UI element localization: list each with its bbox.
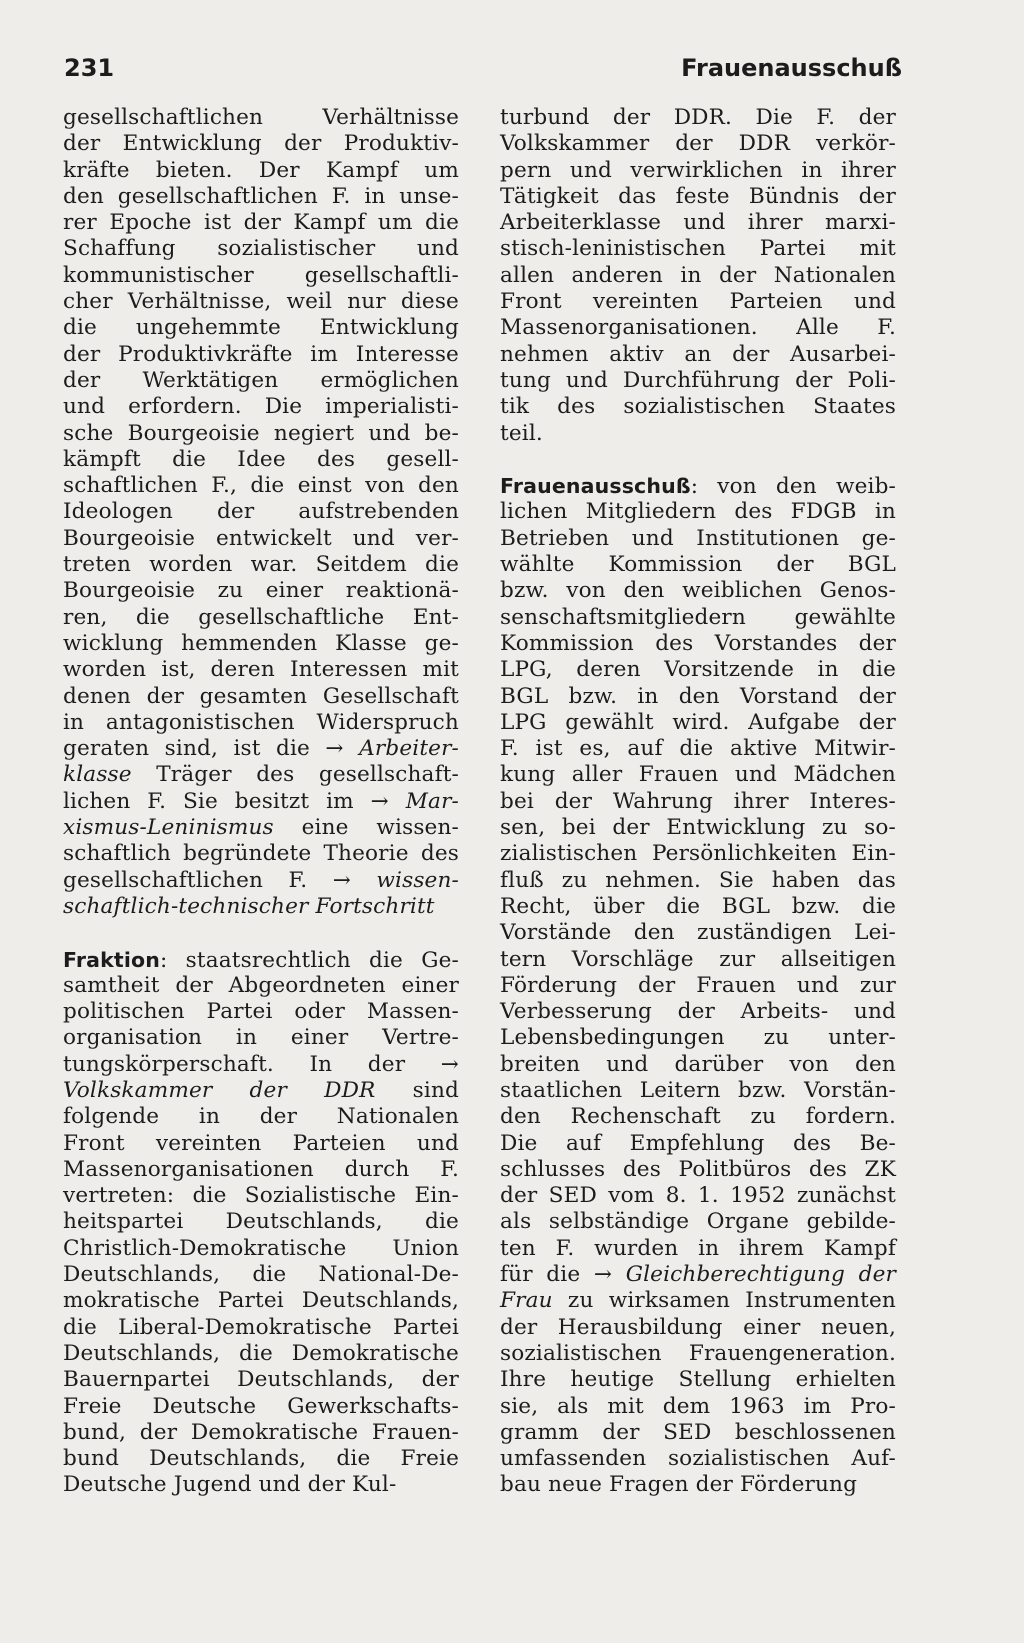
text-line — [63, 684, 459, 710]
text-segment: Volkskammer der DDR verkör- — [500, 131, 896, 157]
text-segment: sen, bei der Entwicklung zu so- — [500, 815, 896, 841]
text-line — [500, 552, 896, 578]
text-line — [63, 263, 459, 289]
text-segment: gramm der SED beschlossenen — [500, 1419, 896, 1445]
text-line — [63, 789, 459, 815]
text-segment: Vorstände den zuständigen Lei- — [500, 920, 896, 946]
text-segment: bzw. von den weiblichen Genos- — [500, 578, 896, 604]
text-line — [63, 473, 459, 499]
text-segment: wählte Kommission der BGL — [500, 552, 896, 578]
text-segment: rer Epoche ist der Kampf um die — [63, 210, 459, 236]
text-segment: Bourgeoisie entwickelt und ver- — [63, 525, 459, 551]
text-segment: und erfordern. Die imperialisti- — [63, 394, 459, 420]
text-line — [500, 1420, 896, 1446]
text-line — [63, 631, 459, 657]
text-line — [500, 342, 896, 368]
text-line — [63, 1209, 459, 1235]
text-segment: Die auf Empfehlung des Be- — [500, 1130, 896, 1156]
text-segment: Bauernpartei Deutschlands, der — [63, 1367, 459, 1393]
text-line — [63, 1262, 459, 1288]
text-line — [63, 105, 459, 131]
text-segment: Massenorganisationen. Alle F. — [500, 315, 896, 341]
text-line — [500, 999, 896, 1025]
text-segment: tern Vorschläge zur allseitigen — [500, 946, 896, 972]
text-segment: Kommission des Vorstandes der — [500, 630, 896, 656]
text-line — [500, 1394, 896, 1420]
text-line — [63, 578, 459, 604]
text-segment: lichen Mitgliedern des FDGB in — [500, 499, 896, 525]
paragraph-gap — [63, 920, 459, 946]
text-line — [500, 684, 896, 710]
text-segment: für die → — [500, 1262, 626, 1288]
text-line — [500, 973, 896, 999]
text-segment: zu wirksamen Instrumenten — [552, 1288, 896, 1314]
text-segment: sind — [375, 1077, 459, 1103]
text-line — [500, 1078, 896, 1104]
text-line — [63, 1157, 459, 1183]
text-segment: Träger des gesellschaft- — [131, 762, 459, 788]
text-line — [500, 736, 896, 762]
text-line — [500, 1025, 896, 1051]
text-line — [500, 1157, 896, 1183]
text-segment: Ihre heutige Stellung erhielten — [500, 1367, 896, 1393]
text-segment: sozialistischen Frauengeneration. — [500, 1340, 896, 1366]
text-line — [500, 815, 896, 841]
text-line — [63, 1315, 459, 1341]
text-segment: Deutschlands, die National-De- — [63, 1262, 459, 1288]
paragraph-gap — [500, 447, 896, 473]
text-line — [63, 1394, 459, 1420]
text-line — [63, 315, 459, 341]
text-segment: cher Verhältnisse, weil nur diese — [63, 289, 459, 315]
text-segment: Ideologen der aufstrebenden — [63, 499, 459, 525]
text-line — [63, 947, 459, 973]
cross-reference: Mar- — [405, 788, 459, 814]
text-segment: Front vereinten Parteien und — [63, 1130, 459, 1156]
cross-reference: Volkskammer der DDR — [63, 1077, 376, 1103]
text-segment: organisation in einer Vertre- — [63, 1025, 459, 1051]
text-line — [63, 1078, 459, 1104]
text-segment: sie, als mit dem 1963 im Pro- — [500, 1393, 896, 1419]
text-segment: folgende in der Nationalen — [63, 1104, 459, 1130]
text-line — [63, 131, 459, 157]
text-segment: teil. — [500, 420, 543, 446]
right-text-column — [500, 105, 896, 1499]
text-line — [500, 1341, 896, 1367]
text-segment: ten F. wurden in ihrem Kampf — [500, 1235, 896, 1261]
text-segment: politischen Partei oder Massen- — [63, 999, 459, 1025]
text-segment: : staatsrechtlich die Ge- — [159, 947, 459, 973]
text-segment: kommunistischer gesellschaftli- — [63, 262, 459, 288]
text-line — [500, 1315, 896, 1341]
text-segment: Tätigkeit das feste Bündnis der — [500, 183, 896, 209]
text-line — [500, 421, 896, 447]
text-segment: turbund der DDR. Die F. der — [500, 105, 896, 130]
left-text-column — [63, 105, 459, 1499]
text-segment: pern und verwirklichen in ihrer — [500, 157, 896, 183]
entry-headword: Fraktion — [63, 947, 160, 972]
text-segment: lichen F. Sie besitzt im → — [63, 788, 406, 814]
text-segment: bund, der Demokratische Frauen- — [63, 1419, 459, 1445]
text-segment: kräfte bieten. Der Kampf um — [63, 157, 459, 183]
text-segment: Front vereinten Parteien und — [500, 289, 896, 315]
text-segment: treten worden war. Seitdem die — [63, 552, 459, 578]
text-line — [500, 1183, 896, 1209]
text-line — [63, 657, 459, 683]
text-line — [500, 710, 896, 736]
text-segment: Schaffung sozialistischer und — [63, 236, 459, 262]
text-line — [500, 526, 896, 552]
text-line — [63, 158, 459, 184]
text-segment: tungskörperschaft. In der → — [63, 1051, 459, 1077]
text-line — [63, 236, 459, 262]
text-line — [63, 1025, 459, 1051]
text-line — [500, 499, 896, 525]
text-segment: Bourgeoisie zu einer reaktionä- — [63, 578, 459, 604]
text-segment: der Herausbildung einer neuen, — [500, 1314, 896, 1340]
text-line — [500, 1052, 896, 1078]
text-line — [500, 289, 896, 315]
text-segment: allen anderen in der Nationalen — [500, 262, 896, 288]
cross-reference: wissen- — [376, 867, 459, 893]
text-line — [63, 868, 459, 894]
text-segment: BGL bzw. in den Vorstand der — [500, 683, 896, 709]
text-line — [500, 1131, 896, 1157]
text-line — [63, 736, 459, 762]
text-segment: sche Bourgeoisie negiert und be- — [63, 420, 459, 446]
text-segment: heitspartei Deutschlands, die — [63, 1209, 459, 1235]
text-line — [63, 1131, 459, 1157]
text-line — [500, 894, 896, 920]
text-segment: mokratische Partei Deutschlands, — [63, 1288, 459, 1314]
text-line — [500, 1288, 896, 1314]
text-line — [500, 158, 896, 184]
text-line — [500, 605, 896, 631]
text-segment: der Werktätigen ermöglichen — [63, 367, 459, 393]
text-line — [500, 1472, 896, 1498]
text-line — [63, 815, 459, 841]
text-segment: gesellschaftlichen F. → — [63, 867, 377, 893]
text-line — [500, 210, 896, 236]
text-segment: Arbeiterklasse und ihrer marxi- — [500, 210, 896, 236]
text-line — [500, 1104, 896, 1130]
text-segment: zialistischen Persönlichkeiten Ein- — [500, 841, 896, 867]
text-line — [63, 394, 459, 420]
text-segment: Förderung der Frauen und zur — [500, 972, 896, 998]
text-segment: kämpft die Idee des gesell- — [63, 446, 459, 472]
text-segment: tung und Durchführung der Poli- — [500, 367, 896, 393]
text-segment: geraten sind, ist die → — [63, 736, 360, 762]
text-segment: breiten und darüber von den — [500, 1051, 896, 1077]
text-segment: tik des sozialistischen Staates — [500, 394, 896, 420]
text-line — [500, 657, 896, 683]
cross-reference: Gleichberechtigung der — [625, 1262, 896, 1288]
text-line — [63, 210, 459, 236]
text-line — [500, 920, 896, 946]
text-segment: die Liberal-Demokratische Partei — [63, 1314, 459, 1340]
text-line — [500, 1446, 896, 1472]
text-segment: Deutschlands, die Demokratische — [63, 1340, 459, 1366]
text-line — [63, 894, 459, 920]
text-segment: vertreten: die Sozialistische Ein- — [63, 1183, 459, 1209]
text-segment: Betrieben und Institutionen ge- — [500, 525, 896, 551]
text-line — [500, 1236, 896, 1262]
text-segment: eine wissen- — [273, 815, 459, 841]
text-line — [63, 710, 459, 736]
text-segment: die ungehemmte Entwicklung — [63, 315, 459, 341]
text-line — [500, 1367, 896, 1393]
text-line — [63, 841, 459, 867]
cross-reference: Frau — [500, 1288, 553, 1314]
text-line — [63, 1367, 459, 1393]
text-line — [500, 841, 896, 867]
text-line — [500, 947, 896, 973]
text-segment: ren, die gesellschaftliche Ent- — [63, 604, 459, 630]
text-line — [63, 421, 459, 447]
text-line — [500, 789, 896, 815]
text-line — [63, 1446, 459, 1472]
text-line — [63, 1420, 459, 1446]
text-segment: staatlichen Leitern bzw. Vorstän- — [500, 1077, 896, 1103]
page-number: 231 — [64, 54, 115, 82]
text-line — [63, 973, 459, 999]
text-line — [500, 184, 896, 210]
text-line — [63, 1288, 459, 1314]
text-line — [63, 1341, 459, 1367]
text-line — [500, 368, 896, 394]
text-line — [63, 289, 459, 315]
text-line — [63, 999, 459, 1025]
text-segment: schlusses des Politbüros des ZK — [500, 1156, 896, 1182]
text-segment: Verbesserung der Arbeits- und — [500, 999, 896, 1025]
text-segment: umfassenden sozialistischen Auf- — [500, 1446, 896, 1472]
text-line — [63, 368, 459, 394]
text-line — [500, 1262, 896, 1288]
text-segment: samtheit der Abgeordneten einer — [63, 972, 459, 998]
cross-reference: Arbeiter- — [359, 736, 459, 762]
text-line — [500, 131, 896, 157]
text-segment: schaftlichen F., die einst von den — [63, 473, 459, 499]
text-line — [500, 394, 896, 420]
text-segment: fluß zu nehmen. Sie haben das — [500, 867, 896, 893]
text-segment: F. ist es, auf die aktive Mitwir- — [500, 736, 896, 762]
text-segment: der Entwicklung der Produktiv- — [63, 131, 459, 157]
text-line — [63, 1104, 459, 1130]
text-segment: Recht, über die BGL bzw. die — [500, 893, 896, 919]
text-segment: der Produktivkräfte im Interesse — [63, 341, 459, 367]
text-segment: senschaftsmitgliedern gewählte — [500, 604, 896, 630]
text-line — [63, 184, 459, 210]
cross-reference: xismus-Leninismus — [63, 815, 274, 841]
text-segment: LPG gewählt wird. Aufgabe der — [500, 709, 896, 735]
text-segment: worden ist, deren Interessen mit — [63, 657, 459, 683]
text-line — [500, 473, 896, 499]
text-line — [63, 1183, 459, 1209]
text-segment: stisch-leninistischen Partei mit — [500, 236, 896, 262]
text-segment: der SED vom 8. 1. 1952 zunächst — [500, 1183, 896, 1209]
text-line — [63, 552, 459, 578]
text-line — [500, 263, 896, 289]
text-segment: in antagonistischen Widerspruch — [63, 709, 459, 735]
text-segment: Deutsche Jugend und der Kul- — [63, 1472, 397, 1498]
text-segment: bund Deutschlands, die Freie — [63, 1446, 459, 1472]
text-segment: kung aller Frauen und Mädchen — [500, 762, 896, 788]
running-head: Frauenausschuß — [681, 54, 902, 82]
text-line — [63, 447, 459, 473]
text-segment: bei der Wahrung ihrer Interes- — [500, 788, 896, 814]
text-line — [63, 526, 459, 552]
text-segment: wicklung hemmenden Klasse ge- — [63, 630, 459, 656]
text-segment: bau neue Fragen der Förderung — [500, 1472, 858, 1498]
text-line — [63, 1236, 459, 1262]
text-line — [63, 342, 459, 368]
text-segment: LPG, deren Vorsitzende in die — [500, 657, 896, 683]
text-line — [500, 105, 896, 131]
text-line — [500, 578, 896, 604]
text-segment: den Rechenschaft zu fordern. — [500, 1104, 896, 1130]
text-segment: denen der gesamten Gesellschaft — [63, 683, 459, 709]
text-segment: gesellschaftlichen Verhältnisse — [63, 105, 459, 130]
text-line — [500, 236, 896, 262]
cross-reference: schaftlich-technischer Fortschritt — [63, 893, 435, 919]
entry-headword: Frauenausschuß — [500, 474, 691, 499]
cross-reference: klasse — [63, 762, 132, 788]
text-segment: nehmen aktiv an der Ausarbei- — [500, 341, 896, 367]
text-line — [63, 1052, 459, 1078]
text-line — [500, 631, 896, 657]
text-line — [500, 1209, 896, 1235]
text-line — [63, 499, 459, 525]
text-segment: Lebensbedingungen zu unter- — [500, 1025, 896, 1051]
text-line — [63, 1472, 459, 1498]
text-segment: : von den weib- — [690, 474, 896, 500]
text-segment: Massenorganisationen durch F. — [63, 1156, 459, 1182]
text-line — [500, 315, 896, 341]
text-line — [63, 605, 459, 631]
text-line — [500, 762, 896, 788]
text-segment: Christlich-Demokratische Union — [63, 1235, 459, 1261]
text-line — [500, 868, 896, 894]
text-segment: als selbständige Organe gebilde- — [500, 1209, 896, 1235]
text-line — [63, 762, 459, 788]
text-segment: den gesellschaftlichen F. in unse- — [63, 183, 459, 209]
text-segment: Freie Deutsche Gewerkschafts- — [63, 1393, 459, 1419]
text-segment: schaftlich begründete Theorie des — [63, 841, 459, 867]
